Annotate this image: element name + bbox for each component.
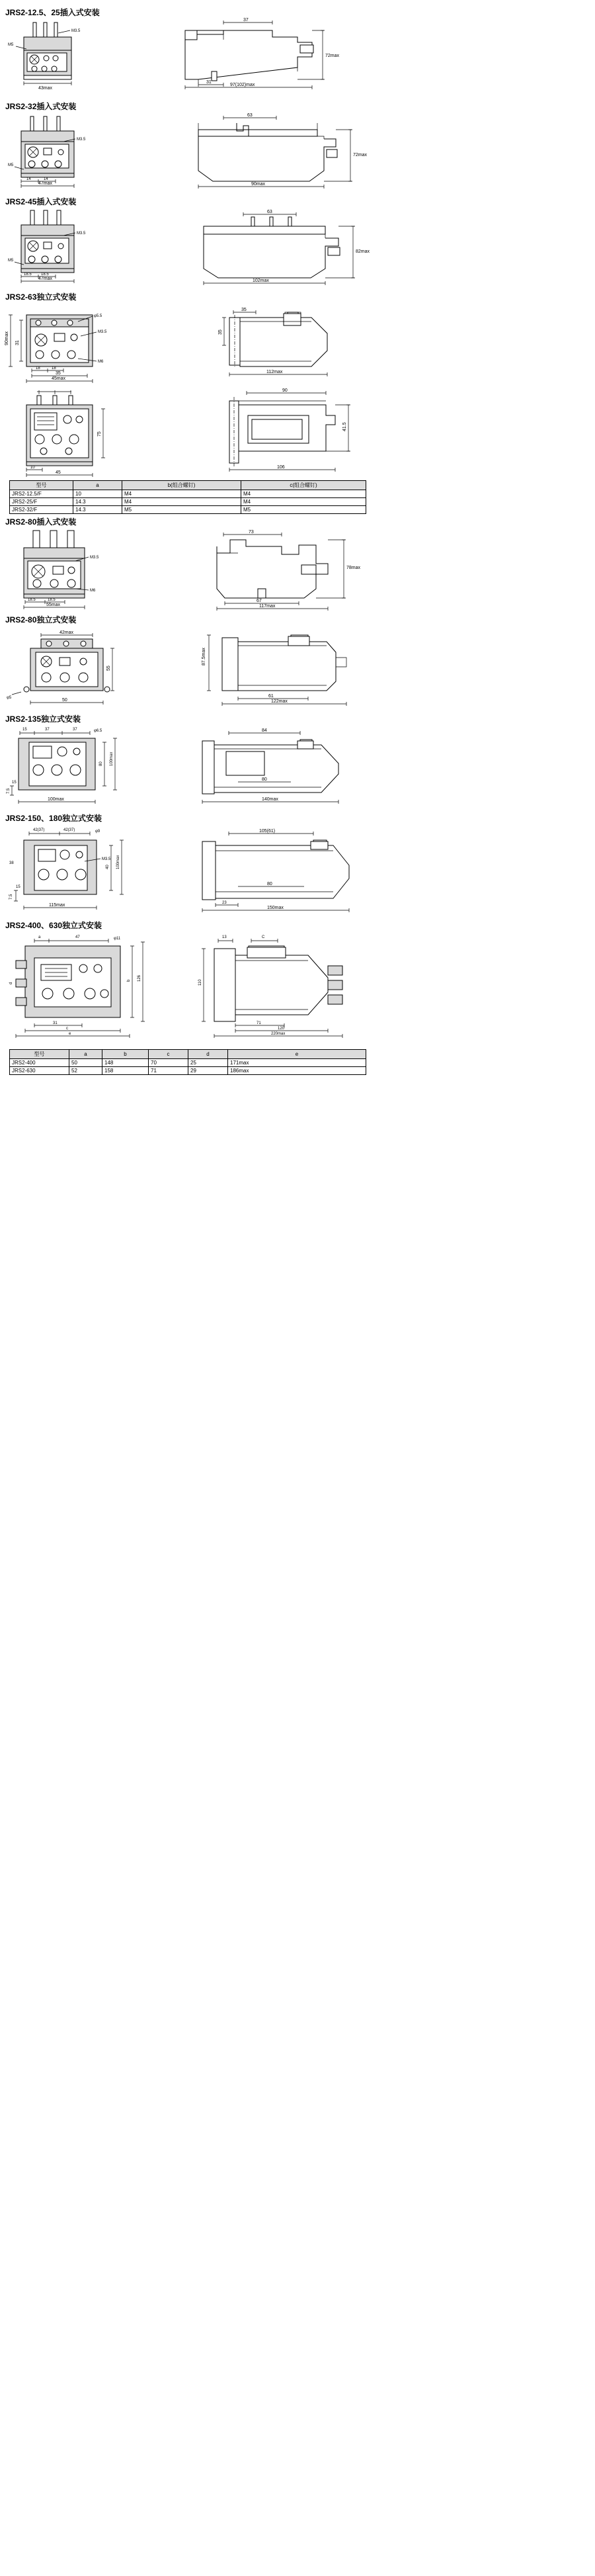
svg-text:82max: 82max: [356, 249, 370, 254]
svg-text:14: 14: [26, 177, 31, 181]
svg-text:31: 31: [53, 1021, 58, 1025]
drawing-jrs2-12-25-side: [159, 16, 357, 90]
svg-text:M3.5: M3.5: [71, 29, 81, 33]
svg-text:50: 50: [62, 698, 67, 703]
svg-text:90: 90: [282, 388, 288, 393]
svg-text:7.5: 7.5: [9, 894, 13, 900]
spec-table-jrs2-400: [9, 1049, 366, 1075]
svg-text:126: 126: [138, 974, 141, 982]
cell-model: JRS2-32/F: [10, 506, 73, 514]
svg-text:122max: 122max: [271, 699, 288, 704]
svg-text:15: 15: [12, 781, 17, 785]
table-row: [10, 1059, 366, 1067]
svg-text:φ9: φ9: [95, 830, 100, 834]
svg-text:37: 37: [243, 18, 249, 22]
svg-text:18.5: 18.5: [24, 273, 32, 277]
section-title-jrs2-400-630: JRS2-400、630独立式安装: [5, 921, 102, 930]
spec-table-jrs2-63: [9, 480, 366, 514]
cell-e: 171max: [228, 1059, 366, 1067]
th-a: a: [69, 1050, 102, 1059]
svg-text:7.5: 7.5: [7, 788, 11, 794]
svg-text:55: 55: [106, 665, 111, 671]
section-title-jrs2-150-180: JRS2-150、180独立式安装: [5, 814, 102, 823]
svg-text:37: 37: [73, 728, 77, 732]
drawing-jrs2-400-630-front: [9, 929, 155, 1037]
table-row: [10, 490, 366, 498]
table-row: [10, 506, 366, 514]
drawing-jrs2-80-in-front: [7, 528, 139, 610]
svg-text:75: 75: [97, 431, 102, 437]
svg-text:84: 84: [262, 728, 267, 733]
svg-text:97(102)max: 97(102)max: [230, 83, 255, 87]
cell-d: 29: [188, 1067, 228, 1075]
cell-d: 25: [188, 1059, 228, 1067]
cell-b: 158: [102, 1067, 149, 1075]
svg-text:M3.5: M3.5: [90, 556, 99, 560]
svg-text:112max: 112max: [266, 370, 283, 374]
svg-text:18: 18: [36, 366, 40, 370]
svg-text:220max: 220max: [271, 1032, 286, 1036]
svg-text:a: a: [38, 935, 41, 939]
svg-text:M3.5: M3.5: [98, 330, 107, 334]
th-b: b(组合螺钉): [122, 481, 241, 490]
svg-text:47max: 47max: [38, 181, 53, 186]
table-row: [10, 498, 366, 506]
drawing-jrs2-63-side-top: [155, 302, 380, 380]
drawing-jrs2-150-180-side: [165, 823, 390, 913]
section-title-jrs2-80-ind: JRS2-80独立式安装: [5, 615, 77, 624]
svg-text:100max: 100max: [116, 855, 120, 869]
svg-text:102max: 102max: [253, 279, 269, 283]
cell-c: M4: [241, 490, 366, 498]
th-c: c: [149, 1050, 188, 1059]
svg-text:φ5.5: φ5.5: [94, 314, 102, 318]
svg-text:72max: 72max: [325, 54, 340, 58]
section-title-jrs2-12-25: JRS2-12.5、25插入式安装: [5, 8, 100, 17]
drawing-jrs2-12-25-front: [7, 19, 132, 90]
cell-c: 70: [149, 1059, 188, 1067]
cell-b: M4: [122, 498, 241, 506]
svg-text:100max: 100max: [48, 797, 64, 802]
svg-text:φ5: φ5: [7, 696, 12, 700]
svg-text:15: 15: [22, 728, 27, 732]
th-model: 型号: [10, 481, 73, 490]
svg-text:13: 13: [222, 935, 227, 939]
svg-text:M3.5: M3.5: [77, 232, 86, 236]
svg-text:106: 106: [277, 465, 285, 470]
svg-text:10: 10: [30, 466, 35, 470]
th-a: a: [73, 481, 122, 490]
drawing-jrs2-80-in-side: [159, 525, 383, 610]
section-title-jrs2-135: JRS2-135独立式安装: [5, 714, 81, 724]
svg-text:18: 18: [52, 366, 56, 370]
svg-text:78max: 78max: [346, 566, 361, 570]
svg-text:M5: M5: [8, 163, 14, 167]
svg-text:φ11: φ11: [114, 937, 121, 941]
cell-c: M5: [241, 506, 366, 514]
svg-text:M6: M6: [90, 589, 96, 593]
cell-model: JRS2-12.5/F: [10, 490, 73, 498]
svg-text:63: 63: [247, 113, 253, 118]
svg-text:42(37): 42(37): [33, 828, 45, 832]
svg-text:c: c: [66, 1027, 68, 1031]
svg-text:110: 110: [198, 979, 202, 986]
svg-text:80: 80: [99, 761, 103, 766]
svg-text:C: C: [262, 935, 265, 939]
th-e: e: [228, 1050, 366, 1059]
svg-text:47: 47: [75, 935, 80, 939]
svg-text:45: 45: [56, 470, 61, 475]
cell-a: 14.3: [73, 498, 122, 506]
drawing-jrs2-45-side: [159, 205, 383, 284]
svg-text:90max: 90max: [251, 182, 266, 187]
th-c: c(组合螺钉): [241, 481, 366, 490]
svg-text:115max: 115max: [49, 903, 65, 908]
drawing-jrs2-63-front-bottom: [4, 390, 136, 478]
svg-text:55max: 55max: [46, 603, 61, 607]
svg-text:117max: 117max: [259, 604, 276, 609]
th-b: b: [102, 1050, 149, 1059]
svg-text:73: 73: [249, 530, 254, 535]
th-model: 型号: [10, 1050, 69, 1059]
svg-text:18.5: 18.5: [28, 598, 36, 602]
svg-text:80: 80: [267, 882, 272, 886]
svg-text:M6: M6: [98, 360, 104, 364]
section-title-jrs2-45: JRS2-45插入式安装: [5, 197, 77, 206]
svg-text:105(61): 105(61): [259, 829, 276, 834]
svg-text:31: 31: [15, 340, 20, 345]
svg-text:31: 31: [206, 80, 212, 85]
svg-text:47max: 47max: [38, 277, 53, 281]
svg-text:100max: 100max: [110, 751, 114, 766]
cell-b: M5: [122, 506, 241, 514]
cell-e: 186max: [228, 1067, 366, 1075]
svg-text:45max: 45max: [52, 376, 66, 381]
svg-text:35: 35: [218, 329, 223, 335]
svg-text:d: d: [9, 982, 13, 984]
section-title-jrs2-63: JRS2-63独立式安装: [5, 292, 77, 302]
cell-a: 52: [69, 1067, 102, 1075]
svg-text:38: 38: [9, 861, 14, 865]
svg-text:M3.5: M3.5: [77, 138, 86, 142]
cell-a: 14.3: [73, 506, 122, 514]
cell-model: JRS2-25/F: [10, 498, 73, 506]
svg-text:b: b: [127, 979, 131, 982]
svg-text:18.5: 18.5: [41, 273, 49, 277]
cell-b: M4: [122, 490, 241, 498]
cell-c: M4: [241, 498, 366, 506]
svg-text:41.5: 41.5: [342, 422, 347, 431]
cell-a: 10: [73, 490, 122, 498]
svg-text:87.5max: 87.5max: [202, 648, 206, 665]
drawing-jrs2-63-side-bottom: [155, 385, 380, 478]
svg-text:71: 71: [257, 1021, 261, 1025]
drawing-jrs2-32-side: [159, 110, 383, 189]
drawing-jrs2-150-180-front: [7, 823, 145, 913]
drawing-jrs2-80-ind-front: [7, 626, 139, 708]
drawing-jrs2-400-630-side: [178, 929, 403, 1037]
svg-text:37: 37: [45, 728, 50, 732]
drawing-jrs2-135-front: [7, 722, 145, 807]
svg-text:43max: 43max: [38, 86, 53, 91]
svg-text:18.5: 18.5: [48, 598, 56, 602]
svg-text:23: 23: [222, 901, 227, 905]
th-d: d: [188, 1050, 228, 1059]
svg-text:e: e: [69, 1032, 71, 1036]
drawing-jrs2-135-side: [165, 722, 390, 807]
svg-text:15: 15: [16, 885, 20, 889]
svg-text:φ6.5: φ6.5: [94, 729, 102, 733]
svg-text:14: 14: [44, 177, 48, 181]
drawing-jrs2-80-ind-side: [159, 622, 383, 708]
svg-text:61: 61: [268, 694, 274, 699]
svg-text:35: 35: [241, 308, 247, 312]
drawing-jrs2-32-front: [7, 112, 132, 189]
svg-text:67: 67: [257, 599, 262, 603]
svg-text:150max: 150max: [267, 906, 284, 910]
svg-text:M5: M5: [8, 43, 14, 47]
drawing-jrs2-45-front: [7, 208, 132, 284]
section-title-jrs2-80-in: JRS2-80插入式安装: [5, 517, 77, 527]
svg-text:M3.5: M3.5: [102, 857, 111, 861]
cell-c: 71: [149, 1067, 188, 1075]
svg-text:140max: 140max: [262, 797, 278, 802]
svg-text:40: 40: [106, 865, 110, 869]
svg-text:80: 80: [262, 777, 267, 782]
svg-text:M5: M5: [8, 259, 14, 263]
section-title-jrs2-32: JRS2-32插入式安装: [5, 102, 77, 111]
svg-text:63: 63: [267, 210, 272, 214]
cell-a: 50: [69, 1059, 102, 1067]
svg-text:90max: 90max: [5, 331, 9, 345]
table-row: [10, 1067, 366, 1075]
cell-model: JRS2-400: [10, 1059, 69, 1067]
svg-text:72max: 72max: [353, 153, 368, 157]
svg-text:35: 35: [56, 371, 61, 376]
svg-text:42max: 42max: [60, 630, 74, 635]
drawing-jrs2-63-front-top: [4, 303, 136, 384]
svg-text:120: 120: [278, 1027, 285, 1031]
cell-model: JRS2-630: [10, 1067, 69, 1075]
cell-b: 148: [102, 1059, 149, 1067]
svg-text:42(37): 42(37): [63, 828, 75, 832]
